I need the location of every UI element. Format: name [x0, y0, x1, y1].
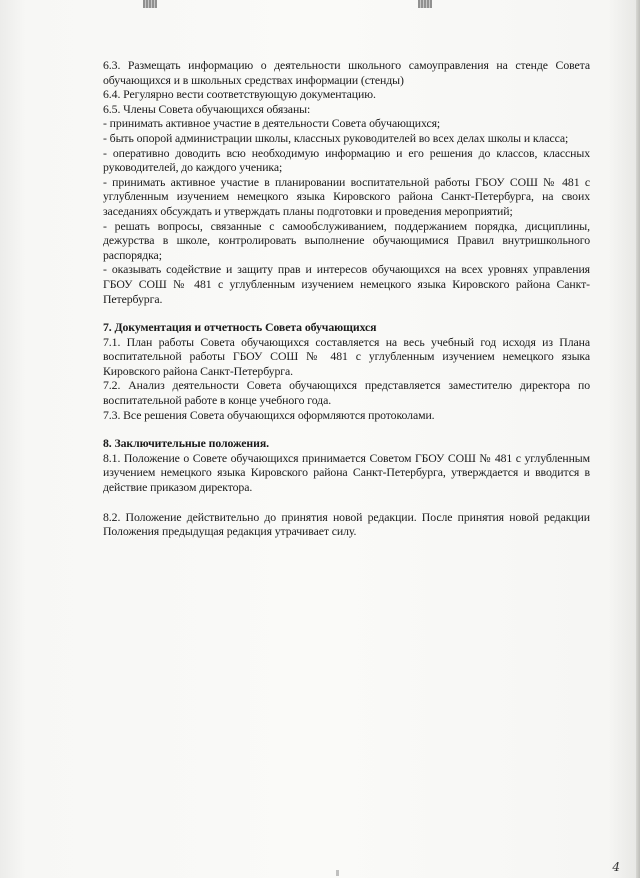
- paragraph-6-3: 6.3. Размещать информацию о деятельности школьного самоуправления на стенде Совета обучающихся и в школьных средствах информации (стенды): [103, 58, 590, 87]
- punch-hole-mark-left: [143, 0, 157, 8]
- section-7-heading: 7. Документация и отчетность Совета обучающихся: [103, 320, 377, 335]
- page-number: 4: [612, 860, 620, 874]
- paragraph-8-1: 8.1. Положение о Совете обучающихся принимается Советом ГБОУ СОШ № 481 с углубленным изучением немецкого языка Кировского района Санкт-Петербурга, утверждается и вводится в действие приказом директора.: [103, 450, 590, 495]
- document-body: [103, 58, 590, 539]
- paragraph-6-5: 6.5. Члены Совета обучающихся обязаны:: [103, 101, 311, 116]
- duty-item: - оперативно доводить всю необходимую информацию и его решения до классов, классных руководителей, до каждого ученика;: [103, 145, 590, 175]
- paragraph-7-2: 7.2. Анализ деятельности Совета обучающихся представляется заместителю директора по воспитательной работе в конце учебного года.: [103, 378, 590, 408]
- punch-hole-mark-right: [418, 0, 432, 8]
- duty-item: - принимать активное участие в планировании воспитательной работы ГБОУ СОШ № 481 с углубленным изучением немецкого языка Кировского района Санкт-Петербурга, на своих заседаниях обсуждать и утверждать планы подготовки и проведения мероприятий;: [103, 174, 590, 218]
- section-8-heading: 8. Заключительные положения.: [103, 436, 269, 451]
- paragraph-7-3: 7.3. Все решения Совета обучающихся оформляются протоколами.: [103, 407, 435, 422]
- scan-artifact: [336, 870, 339, 876]
- page-edge-shadow: [636, 0, 640, 878]
- paragraph-8-2: 8.2. Положение действительно до принятия новой редакции. После принятия новой редакции Положения предыдущая редакция утрачивает силу.: [103, 509, 590, 539]
- duty-item: - решать вопросы, связанные с самообслуживанием, поддержанием порядка, дисциплины, дежурства в школе, контролировать выполнение обучающимися Правил внутришкольного распорядка;: [103, 218, 590, 262]
- duty-item: - оказывать содействие и защиту прав и интересов обучающихся на всех уровнях управления ГБОУ СОШ № 481 с углубленным изучением немецкого языка Кировского района Санкт-Петербурга.: [103, 262, 590, 306]
- paragraph-6-4: 6.4. Регулярно вести соответствующую документацию.: [103, 87, 376, 102]
- duty-item: - принимать активное участие в деятельности Совета обучающихся;: [103, 116, 441, 131]
- duty-item: - быть опорой администрации школы, классных руководителей во всех делах школы и класса;: [103, 130, 569, 145]
- paragraph-7-1: 7.1. План работы Совета обучающихся составляется на весь учебный год исходя из Плана воспитательной работы ГБОУ СОШ № 481 с углубленным изучением немецкого языка Кировского района Санкт-Петербурга.: [103, 334, 590, 378]
